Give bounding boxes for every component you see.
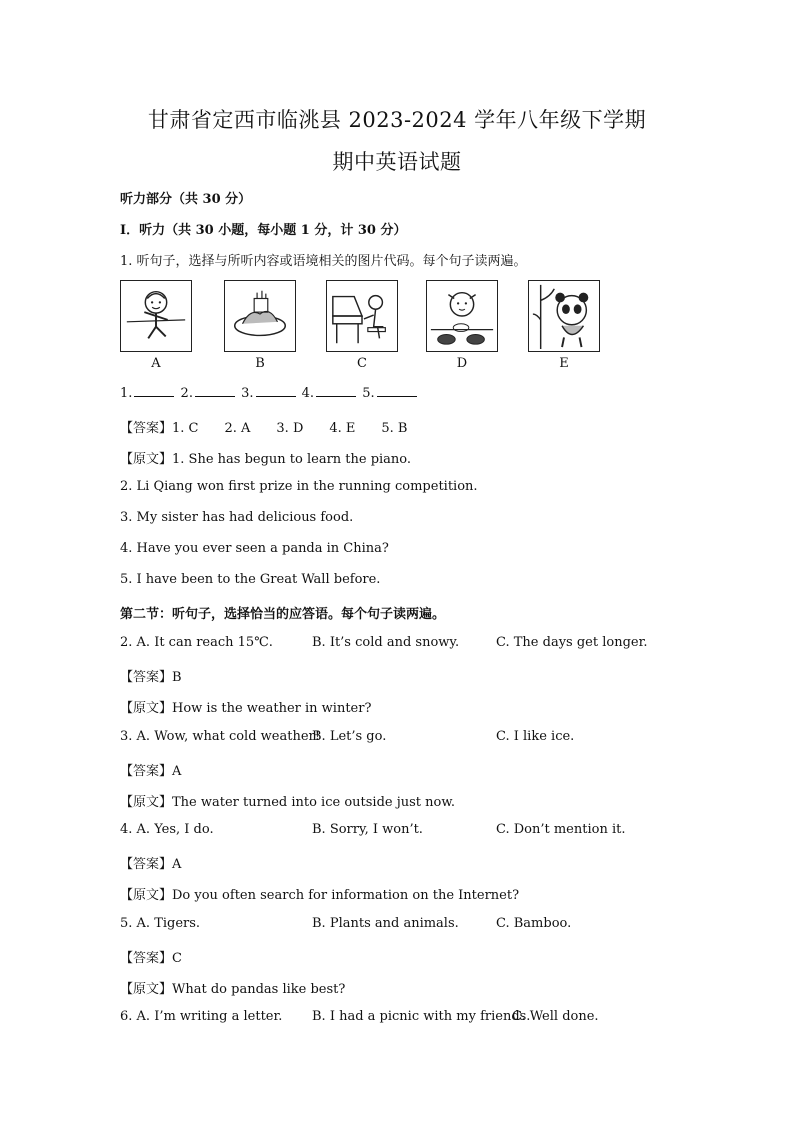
section-listening: 听力部分（共 30 分） <box>120 192 252 207</box>
option-a: 5. A. Tigers. <box>120 916 201 931</box>
original-text: 【原文】The water turned into ice outside just now. <box>120 795 456 810</box>
running-boy-icon <box>120 280 192 352</box>
original-line: 4. Have you ever seen a panda in China? <box>120 541 389 556</box>
original-q1: 【原文】1. She has begun to learn the piano. <box>120 452 412 467</box>
original-text: 【原文】What do pandas like best? <box>120 982 346 997</box>
option-c: C. I like ice. <box>496 729 575 744</box>
option-a: 3. A. Wow, what cold weather! <box>120 729 320 744</box>
answer: 【答案】C <box>120 951 182 966</box>
picture-letter: A <box>151 356 161 371</box>
answer-blank[interactable] <box>134 386 174 397</box>
answer: 【答案】A <box>120 857 182 872</box>
option-b: B. Plants and animals. <box>312 916 459 931</box>
option-c: C. Bamboo. <box>496 916 572 931</box>
answer: 【答案】B <box>120 670 182 685</box>
original-line: 2. Li Qiang won first prize in the running competition. <box>120 479 478 494</box>
option-b: B. Let’s go. <box>312 729 387 744</box>
original-line: 3. My sister has had delicious food. <box>120 510 354 525</box>
option-b: B. I had a picnic with my friends. <box>312 1009 531 1024</box>
original-text: 【原文】Do you often search for information on the Internet? <box>120 888 520 903</box>
answer-blank[interactable] <box>195 386 235 397</box>
blank-label: 5. <box>362 386 375 401</box>
option-c: C. Well done. <box>512 1009 599 1024</box>
answer-blank[interactable] <box>377 386 417 397</box>
answer-q1: 【答案】1. C 2. A 3. D 4. E 5. B <box>120 421 408 436</box>
option-a: 6. A. I’m writing a letter. <box>120 1009 283 1024</box>
picture-letter: E <box>559 356 569 371</box>
option-b: B. It’s cold and snowy. <box>312 635 460 650</box>
original-line: 5. I have been to the Great Wall before. <box>120 572 381 587</box>
girl-eating-icon <box>426 280 498 352</box>
panda-bamboo-icon <box>528 280 600 352</box>
option-a: 4. A. Yes, I do. <box>120 822 214 837</box>
original-text: 【原文】How is the weather in winter? <box>120 701 372 716</box>
title-line-2: 期中英语试题 <box>332 150 462 174</box>
blank-label: 4. <box>301 386 315 401</box>
part1-heading: Ⅰ．听力（共 30 小题，每小题 1 分，计 30 分） <box>120 223 407 238</box>
section2-heading: 第二节：听句子，选择恰当的应答语。每个句子读两遍。 <box>120 607 446 622</box>
blank-label: 2. <box>180 386 193 401</box>
q1-instruction: 1. 听句子，选择与所听内容或语境相关的图片代码。每个句子读两遍。 <box>120 254 527 269</box>
answer-blank[interactable] <box>256 386 296 397</box>
picture-options <box>120 280 610 375</box>
option-c: C. Don’t mention it. <box>496 822 626 837</box>
option-a: 2. A. It can reach 15℃. <box>120 635 273 650</box>
blank-label: 3. <box>241 386 254 401</box>
blank-label: 1. <box>120 386 133 401</box>
option-b: B. Sorry, I won’t. <box>312 822 423 837</box>
picture-letter: B <box>255 356 265 371</box>
answer: 【答案】A <box>120 764 182 779</box>
girl-piano-icon <box>326 280 398 352</box>
answer-blanks <box>120 386 419 401</box>
food-plate-icon <box>224 280 296 352</box>
question-options <box>120 635 273 650</box>
picture-letter: D <box>456 356 468 371</box>
picture-letter: C <box>357 356 367 371</box>
title-line-1: 甘肃省定西市临洮县 2023-2024 学年八年级下学期 <box>147 108 647 132</box>
option-c: C. The days get longer. <box>496 635 648 650</box>
answer-blank[interactable] <box>316 386 356 397</box>
